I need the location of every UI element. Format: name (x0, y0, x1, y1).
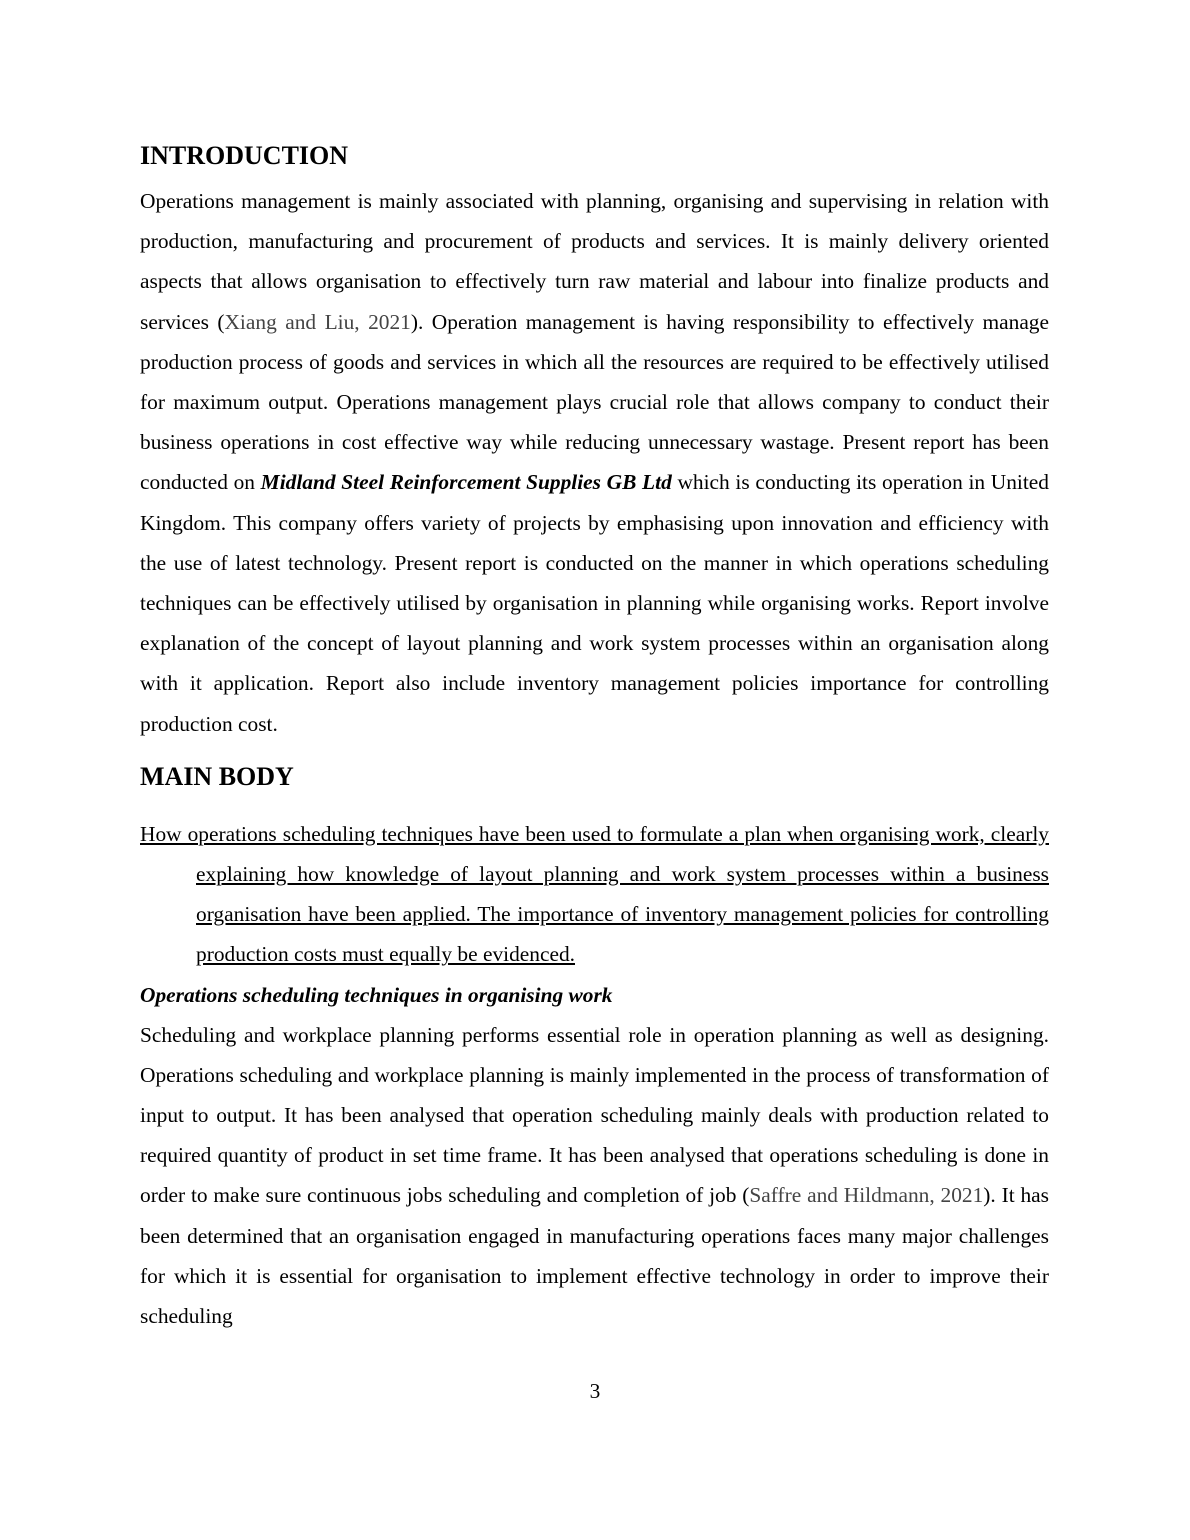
page-number: 3 (589, 1379, 601, 1403)
main-body-heading: MAIN BODY (140, 761, 294, 791)
introduction-heading: INTRODUCTION (140, 141, 349, 170)
document-page (140, 140, 1049, 1336)
sched-text-part-1: Scheduling and workplace planning performs essential role in operation planning as well as designing. Operations scheduling and workplace planning is mainly implemented in the process of transformation of input to output. It has been analysed that operation scheduling mainly deals with production related to required quantity of product in set time frame. It has been analysed that operations scheduling is done in order to make sure continuous jobs scheduling and completion of job ( (140, 1022, 1049, 1208)
introduction-paragraph (140, 181, 1049, 744)
citation-xiang-liu: Xiang and Liu, 2021 (224, 309, 411, 334)
company-name: Midland Steel Reinforcement Supplies GB Ltd (260, 470, 672, 495)
intro-text-part-1: Operations management is mainly associated with planning, organising and supervising in relation with production, manufacturing and procurement of products and services. It is mainly delivery oriented aspects that allows organisation to effectively turn raw material and labour into finalize products and services ( (140, 189, 1049, 334)
intro-text-part-3: which is conducting its operation in United Kingdom. This company offers variety of projects by emphasising upon innovation and efficiency with the use of latest technology. Present report is conducted on the manner in which operations scheduling techniques can be effectively utilised by organisation in planning while organising works. Report involve explanation of the concept of layout planning and work system processes within an organisation along with it application. Report also include inventory management policies importance for controlling production cost. (140, 470, 1049, 736)
intro-text-part-2: ). Operation management is having responsibility to effectively manage production process of goods and services in which all the resources are required to be effectively utilised for maximum output. Operations management plays crucial role that allows company to conduct their business operations in cost effective way while reducing unnecessary wastage. Present report has been conducted on (140, 309, 1049, 495)
citation-saffre-hildmann: Saffre and Hildmann, 2021 (749, 1183, 984, 1208)
assignment-question: How operations scheduling techniques have been used to formulate a plan when organising work, clearly explaining how knowledge of layout planning and work system processes within a business organisation have been applied. The importance of inventory management policies for controlling production costs must equally be evidenced. (140, 821, 1049, 967)
scheduling-subheading: Operations scheduling techniques in organising work (140, 982, 613, 1007)
scheduling-paragraph (140, 1015, 1049, 1337)
sched-text-part-2: ). It has been determined that an organisation engaged in manufacturing operations faces many major challenges for which it is essential for organisation to implement effective technology in order to improve their scheduling (140, 1183, 1049, 1329)
